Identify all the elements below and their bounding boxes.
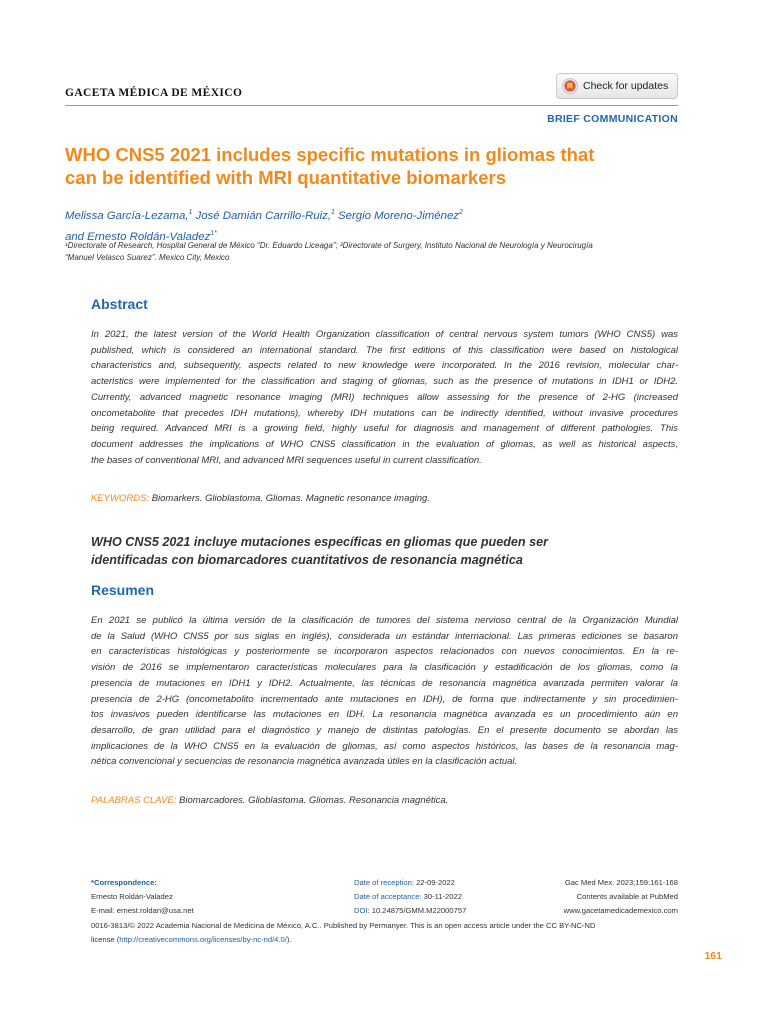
resumen-body xyxy=(91,613,678,770)
keywords-label: KEYWORDS: xyxy=(91,493,150,504)
resumen-heading: Resumen xyxy=(91,582,155,598)
correspondence-name: Ernesto Roldán-Valadez xyxy=(91,892,173,901)
spanish-title-line: identificadas con biomarcadores cuantitativos de resonancia magnética xyxy=(91,553,523,567)
author-affiliation-mark: 1 xyxy=(188,209,193,216)
affiliation-line: ¹Directorate of Research, Hospital General de México “Dr. Eduardo Liceaga”; ²Directorate of Surgery, Instituto Nacional de Neurología y Neurocirugía xyxy=(65,241,593,250)
paragraph-line: being required. Advanced MRI is a growing field, highly useful for diagnosis and management of different pathologies. This xyxy=(91,423,678,435)
citation: Gac Med Mex. 2023;159:161-168 xyxy=(564,878,678,887)
crossmark-icon xyxy=(562,78,578,94)
doi-value[interactable]: 10.24875/GMM.M22000757 xyxy=(369,906,467,915)
palabras-clave-label: PALABRAS CLAVE: xyxy=(91,795,177,806)
paragraph-line: characteristics and, subsequently, aspects related to new knowledge were incorporated. In the 2016 revision, molecular char- xyxy=(91,360,678,372)
author-line xyxy=(65,204,685,225)
keywords xyxy=(91,493,678,504)
keywords-text: Biomarkers. Glioblastoma. Gliomas. Magnetic resonance imaging. xyxy=(149,493,430,504)
author-name: Melissa García-Lezama, xyxy=(65,209,189,222)
acceptance-date xyxy=(354,890,466,904)
paragraph-line: published, which is considered an international standard. The first editions of this classification were based on histological xyxy=(91,344,678,356)
paragraph-line: nética convencional y secuencias de resonancia magnética avanzada útiles en la clasificación actual. xyxy=(91,756,518,768)
author-affiliation-mark: 2 xyxy=(458,209,463,216)
spanish-title-line: WHO CNS5 2021 incluye mutaciones específicas en gliomas que pueden ser xyxy=(91,535,549,549)
author-name: and Ernesto Roldán-Valadez xyxy=(65,230,211,243)
license-prefix: license ( xyxy=(91,935,120,944)
paragraph-line: the bases of conventional MRI, and advanced MRI sequences useful in current classification. xyxy=(91,454,482,466)
author-affiliation-mark: 1 xyxy=(330,209,335,216)
paragraph-line: Currently, advanced magnetic resonance imaging (MRI) techniques allow assessing for the presence of 2-HG (increased xyxy=(91,391,678,403)
paragraph-line: tos invasivos pueden identificarse las mutaciones en IDH. La resonancia magnética avanzada es un procedimiento aún en xyxy=(91,709,678,721)
paragraph-line: oncometabolite that precedes IDH mutations), whereby IDH mutations can be indirectly identified, without invasive procedures xyxy=(91,407,678,419)
license-line: 0016-3813/© 2022 Academia Nacional de Medicina de México, A.C.. Published by Permanyer. This is an open access article under the CC BY-NC-ND xyxy=(91,921,596,930)
check-for-updates-label: Check for updates xyxy=(583,80,669,92)
acceptance-label: Date of acceptance: xyxy=(354,892,422,901)
affiliations xyxy=(65,240,685,264)
page-number: 161 xyxy=(704,950,722,962)
reception-date xyxy=(354,876,466,890)
abstract-heading: Abstract xyxy=(91,296,148,312)
correspondence-email[interactable]: E-mail: ernest.roldan@usa.net xyxy=(91,906,194,915)
doi xyxy=(354,904,466,918)
license-suffix: ). xyxy=(286,935,292,944)
license-line xyxy=(91,933,691,947)
paragraph-line: In 2021, the latest version of the World Health Organization classification of central nervous system tumors (WHO CNS5) was xyxy=(91,329,678,340)
paragraph-line: implicaciones de la WHO CNS5 en la evaluación de gliomas, así como aspectos históricos, las bases de la resonancia mag- xyxy=(91,740,678,752)
article-title-line: WHO CNS5 2021 includes specific mutations in gliomas that xyxy=(65,144,595,165)
citation-block xyxy=(564,876,678,918)
palabras-clave xyxy=(91,795,678,806)
paragraph-line: en características histológicas y posteriormente se incorporaron aspectos relacionados con nuevos conocimientos. En la re- xyxy=(91,646,678,658)
doi-label: DOI: xyxy=(354,906,370,915)
reception-label: Date of reception: xyxy=(354,878,414,887)
correspondence-block xyxy=(91,876,194,918)
author-name: José Damián Carrillo-Ruiz, xyxy=(192,209,331,222)
acceptance-value: 30-11-2022 xyxy=(421,892,462,901)
spanish-title xyxy=(91,533,681,569)
paragraph-line: presencia de 2-HG (oncometabolito incrementado ante mutaciones en IDH), de forma que indirectamente y sin procedimien- xyxy=(91,693,678,705)
dates-block xyxy=(354,876,466,918)
author-name: Sergio Moreno-Jiménez xyxy=(334,209,459,222)
license-block xyxy=(91,919,691,947)
license-link[interactable]: http://creativecommons.org/licenses/by-nc-nd/4.0/ xyxy=(119,935,287,944)
article-type: BRIEF COMMUNICATION xyxy=(547,113,678,125)
palabras-clave-text: Biomarcadores. Glioblastoma. Gliomas. Resonancia magnética. xyxy=(176,795,449,806)
author-affiliation-mark: 1* xyxy=(210,229,217,237)
journal-website[interactable]: www.gacetamedicademexico.com xyxy=(563,906,678,915)
abstract-body xyxy=(91,327,678,468)
paragraph-line: de la Salud (WHO CNS5 por sus siglas en inglés), considerada un estándar internacional. Las primeras ediciones se basaron xyxy=(91,630,678,642)
paragraph-line: document addresses the implications of WHO CNS5 classification in the evaluation of gliomas, as well as historical aspects, xyxy=(91,438,678,450)
journal-name: GACETA MÉDICA DE MÉXICO xyxy=(65,87,243,99)
paragraph-line: acteristics were implemented for the classification and staging of gliomas, such as the presence of mutations in IDH1 or IDH2. xyxy=(91,376,678,388)
paragraph-line: desarrollo, de gran utilidad para el diagnóstico y manejo de distintas patologías. En el presente documento se abordan las xyxy=(91,724,678,736)
paragraph-line: visión de 2016 se implementaron características moleculares para la clasificación y estadificación de los gliomas, como la xyxy=(91,662,678,674)
header-divider xyxy=(65,105,678,106)
reception-value: 22-09-2022 xyxy=(413,878,455,887)
check-for-updates-button[interactable] xyxy=(556,73,678,99)
affiliation-line: “Manuel Velasco Suarez”. Mexico City, Mexico xyxy=(65,253,230,262)
article-title xyxy=(65,143,685,189)
article-title-line: can be identified with MRI quantitative biomarkers xyxy=(65,167,506,188)
pubmed-note: Contents available at PubMed xyxy=(576,892,678,901)
correspondence-label: *Correspondence: xyxy=(91,878,157,887)
paragraph-line: En 2021 se publicó la última versión de la clasificación de tumores del sistema nervioso central de la Organización Mundial xyxy=(91,615,678,626)
paragraph-line: presencia de mutaciones en IDH1 y IDH2. Actualmente, las técnicas de resonancia magnética avanzada permiten valorar la xyxy=(91,677,678,689)
